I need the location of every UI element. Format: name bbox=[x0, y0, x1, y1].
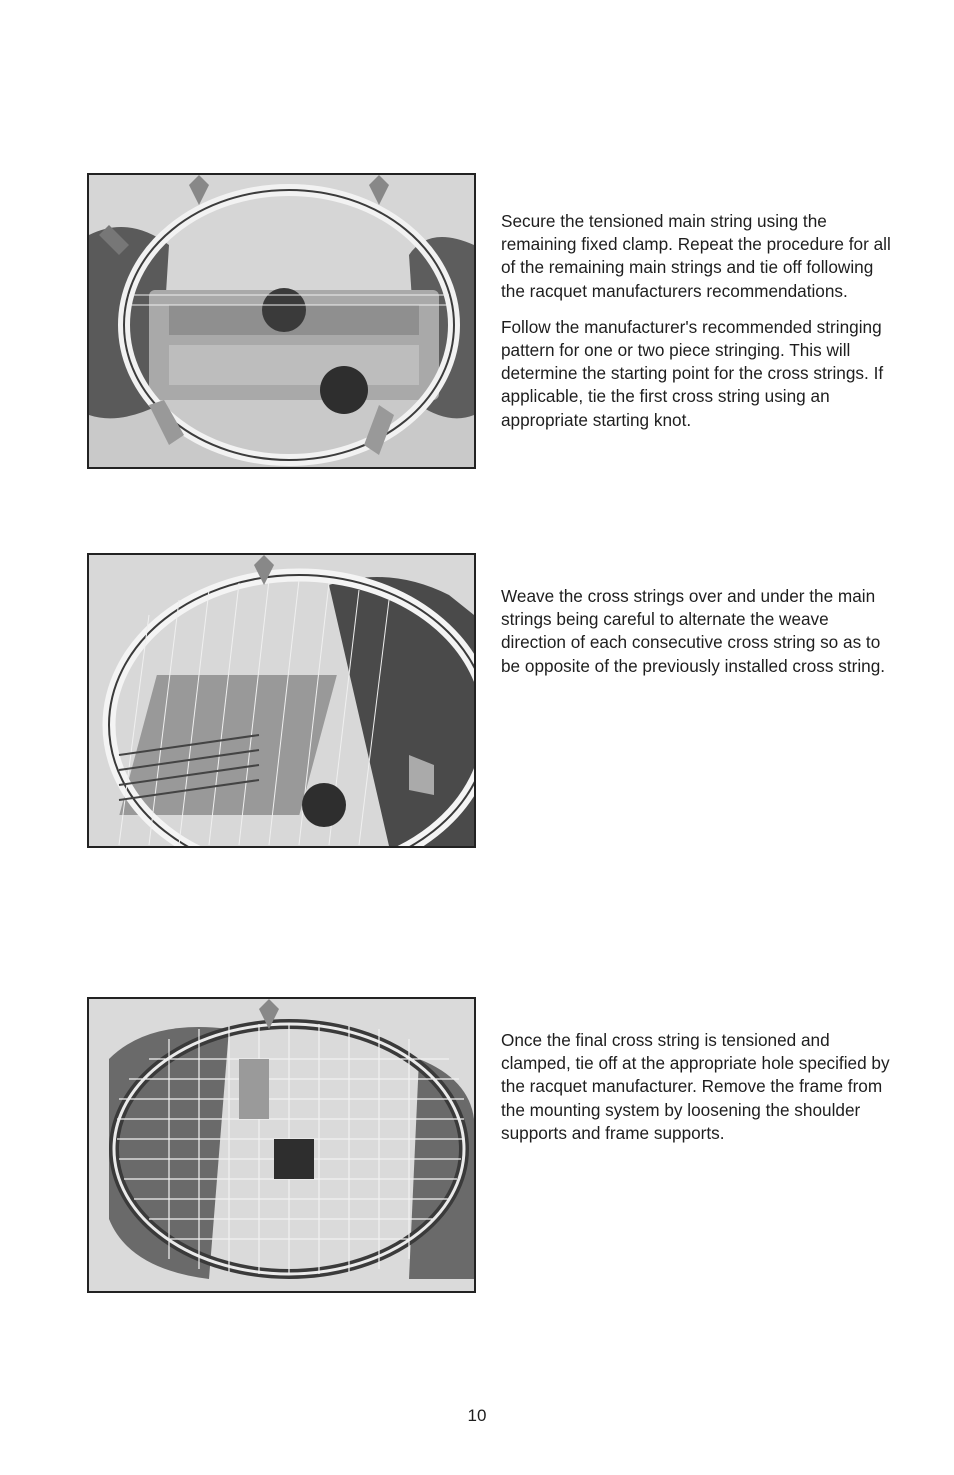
page-number: 10 bbox=[467, 1406, 487, 1425]
racquet-machine-image bbox=[89, 175, 474, 467]
step-3-text bbox=[501, 1029, 891, 1158]
step-2-text bbox=[501, 585, 891, 691]
step-3-paragraph-1: Once the final cross string is tensioned and clamped, tie off at the appropriate hole specified by the racquet manufacturer. Remove the frame from the mounting system by loosening the shoulder supports and frame supports. bbox=[501, 1030, 890, 1143]
photo-final-cross-string bbox=[87, 997, 476, 1293]
step-2-paragraph-1: Weave the cross strings over and under the main strings being careful to alternate the weave direction of each consecutive cross string so as to be opposite of the previously installed cross string. bbox=[501, 586, 886, 676]
racquet-weaving-image bbox=[89, 555, 474, 846]
step-1-paragraph-1: Secure the tensioned main string using the remaining fixed clamp. Repeat the procedure for all of the remaining main strings and tie off following the racquet manufacturers recommendations. bbox=[501, 211, 891, 301]
step-1-text bbox=[501, 210, 891, 445]
photo-weaving-cross-strings bbox=[87, 553, 476, 848]
racquet-finished-image bbox=[89, 999, 474, 1291]
photo-main-strings bbox=[87, 173, 476, 469]
step-1-paragraph-2: Follow the manufacturer's recommended stringing pattern for one or two piece stringing. This will determine the starting point for the cross strings. If applicable, tie the first cross string using an appropriate starting knot. bbox=[501, 316, 884, 430]
